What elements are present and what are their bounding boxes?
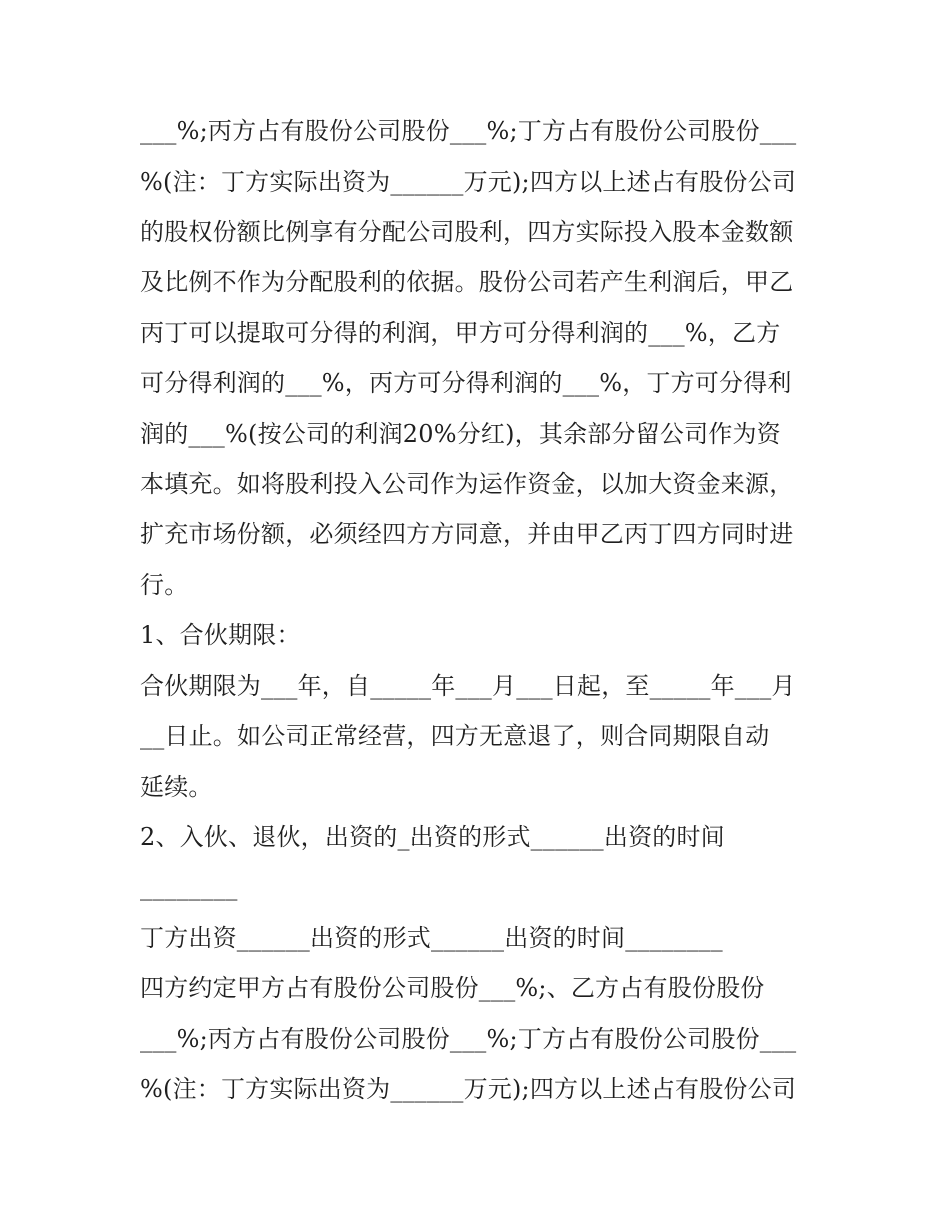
body-text-line: ___%;丙方占有股份公司股份___%;丁方占有股份公司股份___: [140, 1025, 797, 1053]
body-text-line: 润的___%(按公司的利润20%分红)，其余部分留公司作为资: [140, 420, 781, 448]
body-text-line: 丙丁可以提取可分得的利润，甲方可分得利润的___%，乙方: [140, 319, 781, 347]
body-text-line: 丁方出资______出资的形式______出资的时间________: [140, 924, 723, 952]
body-text-line: %(注：丁方实际出资为______万元);四方以上述占有股份公司: [140, 1075, 797, 1103]
body-text-line: ________: [140, 873, 238, 901]
body-text-line: ___%;丙方占有股份公司股份___%;丁方占有股份公司股份___: [140, 117, 797, 145]
body-text-line: 及比例不作为分配股利的依据。股份公司若产生利润后，甲乙: [140, 268, 794, 296]
body-text-line: 四方约定甲方占有股份公司股份___%;、乙方占有股份股份: [140, 974, 765, 1002]
body-text-line: 本填充。如将股利投入公司作为运作资金，以加大资金来源，: [140, 470, 794, 498]
body-text-line: 的股权份额比例享有分配公司股利，四方实际投入股本金数额: [140, 218, 794, 246]
body-text-line: 延续。: [140, 773, 213, 801]
body-text-line: 扩充市场份额，必须经四方方同意，并由甲乙丙丁四方同时进: [140, 520, 794, 548]
section-heading: 1、合伙期限：: [140, 621, 301, 649]
body-text-line: __日止。如公司正常经营，四方无意退了，则合同期限自动: [140, 722, 770, 750]
section-heading: 2、入伙、退伙，出资的_出资的形式______出资的时间: [140, 823, 725, 851]
body-text-line: 行。: [140, 571, 189, 599]
body-text-line: %(注：丁方实际出资为______万元);四方以上述占有股份公司: [140, 168, 797, 196]
body-text-line: 可分得利润的___%，丙方可分得利润的___%，丁方可分得利: [140, 369, 792, 397]
body-text-line: 合伙期限为___年，自_____年___月___日起，至_____年___月: [140, 672, 796, 700]
